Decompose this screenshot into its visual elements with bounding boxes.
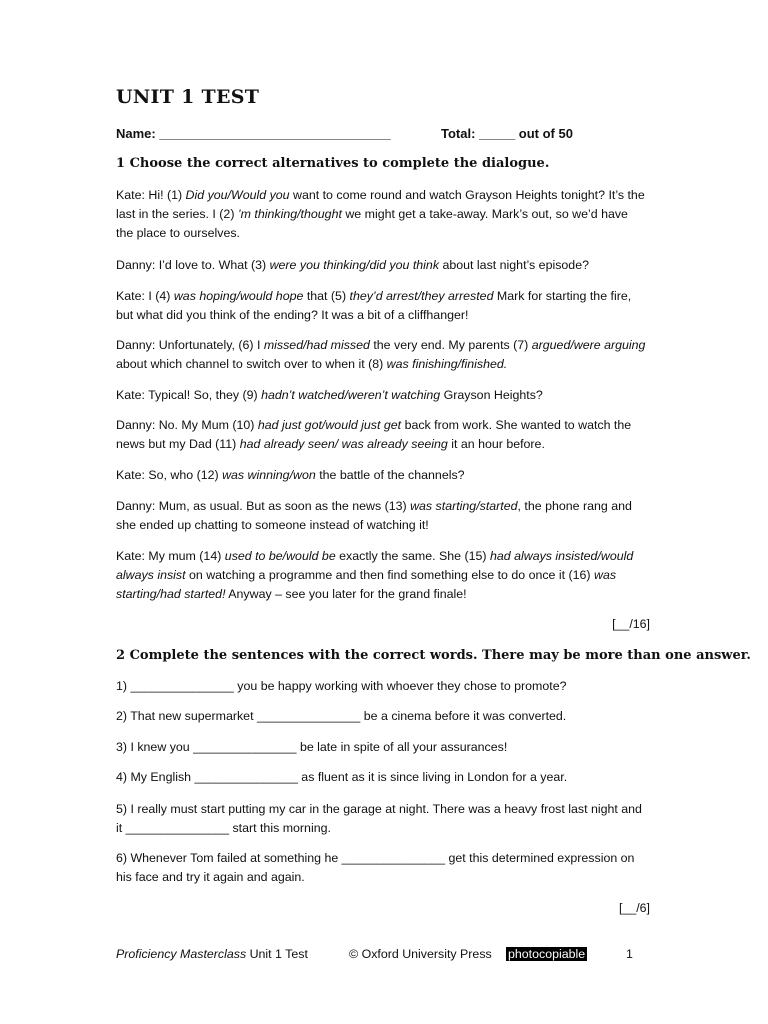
sentence-item-2: 2) That new supermarket _______________ be a cinema before it was converted. bbox=[116, 709, 567, 723]
dialogue-text: Danny: Mum, as usual. But as soon as the news (13) bbox=[116, 499, 411, 513]
dialogue-paragraph bbox=[116, 547, 646, 604]
dialogue-text: Kate: So, who (12) bbox=[116, 468, 223, 482]
alternative-choice: was hoping/would hope bbox=[173, 289, 304, 303]
dialogue-paragraph bbox=[116, 287, 646, 325]
dialogue-paragraph bbox=[116, 386, 646, 405]
dialogue-paragraph bbox=[116, 497, 646, 535]
dialogue-text: Grayson Heights? bbox=[440, 388, 543, 402]
footer-copyright: © Oxford University Press bbox=[349, 947, 492, 961]
page-title: UNIT 1 TEST bbox=[116, 86, 260, 108]
section1-heading: 1 Choose the correct alternatives to complete the dialogue. bbox=[116, 156, 550, 171]
alternative-choice: had already seen/ was already seeing bbox=[239, 437, 448, 451]
dialogue-text: exactly the same. She (15) bbox=[335, 549, 490, 563]
name-field-label: Name: ________________________________ bbox=[116, 126, 391, 141]
alternative-choice: was starting/started bbox=[410, 499, 518, 513]
dialogue-paragraph bbox=[116, 186, 646, 243]
total-score-label: Total: _____ out of 50 bbox=[441, 126, 573, 141]
section2-heading: 2 Complete the sentences with the correct words. There may be more than one answer. bbox=[116, 648, 751, 663]
alternative-choice: was finishing/finished. bbox=[386, 357, 508, 371]
alternative-choice: Did you/Would you bbox=[185, 188, 290, 202]
dialogue-text: the battle of the channels? bbox=[315, 468, 465, 482]
dialogue-text: Danny: No. My Mum (10) bbox=[116, 418, 258, 432]
sentence-item-6: 6) Whenever Tom failed at something he _______________ get this determined expression on his face and try it again and again. bbox=[116, 851, 635, 884]
dialogue-text: Kate: My mum (14) bbox=[116, 549, 225, 563]
alternative-choice: missed/had missed bbox=[263, 338, 370, 352]
dialogue-paragraph bbox=[116, 336, 646, 374]
dialogue-text: Kate: Typical! So, they (9) bbox=[116, 388, 262, 402]
alternative-choice: was starting/had started! bbox=[116, 568, 617, 601]
sentence-item-5: 5) I really must start putting my car in the garage at night. There was a heavy frost last night and it _______________ start this morning. bbox=[116, 802, 642, 835]
dialogue-text: Mark for starting the fire, but what did you think of the ending? It was a bit of a cliffhanger! bbox=[116, 289, 632, 322]
dialogue-text: back from work. She wanted to watch the news but my Dad (11) bbox=[116, 418, 632, 451]
dialogue-text: Kate: I (4) bbox=[116, 289, 174, 303]
photocopiable-badge: photocopiable bbox=[508, 947, 586, 961]
alternative-choice: hadn’t watched/weren’t watching bbox=[261, 388, 441, 402]
page-number: 1 bbox=[626, 947, 633, 961]
dialogue-text: about which channel to switch over to when it (8) bbox=[116, 357, 387, 371]
dialogue-paragraph bbox=[116, 416, 646, 454]
section2-score: [__/6] bbox=[618, 901, 650, 915]
alternative-choice: argued/were arguing bbox=[531, 338, 646, 352]
alternative-choice: used to be/would be bbox=[224, 549, 336, 563]
page-footer bbox=[116, 947, 636, 965]
dialogue-text: Danny: Unfortunately, (6) I bbox=[116, 338, 264, 352]
alternative-choice: was winning/won bbox=[222, 468, 316, 482]
dialogue-text: about last night’s episode? bbox=[439, 258, 589, 272]
alternative-choice: they’d arrest/they arrested bbox=[349, 289, 494, 303]
footer-book-title: Proficiency Masterclass Unit 1 Test bbox=[116, 947, 308, 961]
dialogue-paragraph bbox=[116, 256, 646, 275]
section1-score: [__/16] bbox=[612, 617, 650, 631]
dialogue-text: Kate: Hi! (1) bbox=[116, 188, 186, 202]
alternative-choice: ’m thinking/thought bbox=[237, 207, 342, 221]
sentence-item-4: 4) My English _______________ as fluent as it is since living in London for a year. bbox=[116, 770, 568, 784]
dialogue-text: Anyway – see you later for the grand finale! bbox=[225, 587, 467, 601]
sentence-item-3: 3) I knew you _______________ be late in spite of all your assurances! bbox=[116, 740, 508, 754]
dialogue-text: we might get a take-away. Mark’s out, so we’d have the place to ourselves. bbox=[116, 207, 628, 240]
dialogue-text: Danny: I’d love to. What (3) bbox=[116, 258, 270, 272]
dialogue-paragraph bbox=[116, 466, 646, 485]
alternative-choice: were you thinking/did you think bbox=[269, 258, 440, 272]
dialogue-text: the very end. My parents (7) bbox=[369, 338, 532, 352]
alternative-choice: had just got/would just get bbox=[257, 418, 402, 432]
dialogue-text: on watching a programme and then find something else to do once it (16) bbox=[185, 568, 594, 582]
dialogue-text: want to come round and watch Grayson Heights tonight? It’s the last in the series. I (2) bbox=[116, 188, 645, 221]
alternative-choice: had always insisted/would always insist bbox=[116, 549, 634, 582]
dialogue-text: it an hour before. bbox=[447, 437, 545, 451]
sentence-item-1: 1) _______________ you be happy working with whoever they chose to promote? bbox=[116, 679, 567, 693]
dialogue-text: , the phone rang and she ended up chatting to someone instead of watching it! bbox=[116, 499, 632, 532]
dialogue-text: that (5) bbox=[303, 289, 350, 303]
